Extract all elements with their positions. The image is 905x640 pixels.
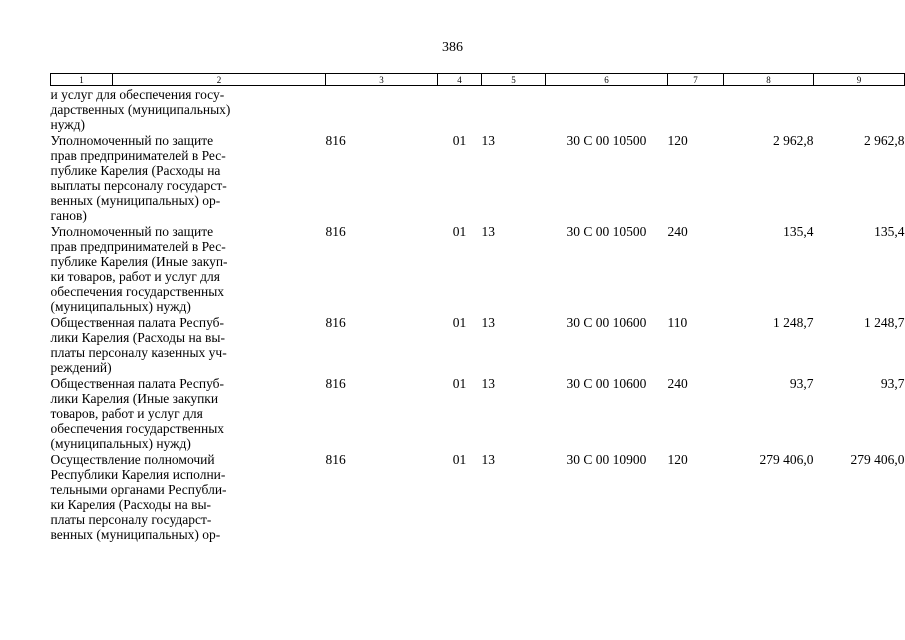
admin-code: 816 bbox=[325, 376, 346, 391]
name-line: Уполномоченный по защите bbox=[50, 133, 214, 148]
name-line: венных (муниципальных) ор- bbox=[50, 193, 221, 208]
name-line: лики Карелия (Расходы на вы- bbox=[50, 330, 225, 345]
name-line: венных (муниципальных) ор- bbox=[50, 527, 221, 542]
name-line: ганов) bbox=[50, 208, 87, 223]
amount-value-2: 135,4 bbox=[874, 224, 905, 239]
name-line: обеспечения государственных bbox=[50, 284, 225, 299]
name-line: тельными органами Республи- bbox=[50, 482, 227, 497]
amount-value-2: 279 406,0 bbox=[850, 452, 905, 467]
name-line: нужд) bbox=[50, 117, 85, 132]
amount-value-1: 93,7 bbox=[789, 376, 814, 391]
continuation-text bbox=[51, 86, 326, 133]
expense-type-code: 110 bbox=[667, 315, 688, 330]
name-line: реждений) bbox=[50, 360, 112, 375]
name-line: Общественная палата Респуб- bbox=[50, 376, 225, 391]
name-line: публике Карелия (Иные закуп- bbox=[50, 254, 228, 269]
target-article-code: 30 С 00 10600 bbox=[566, 376, 647, 391]
column-header-2: 2 bbox=[113, 74, 326, 86]
section-code: 01 bbox=[452, 315, 467, 330]
column-header-8: 8 bbox=[724, 74, 814, 86]
column-header-7: 7 bbox=[668, 74, 724, 86]
expense-name bbox=[51, 223, 326, 314]
name-line: (муниципальных) нужд) bbox=[50, 436, 191, 451]
table-row bbox=[51, 132, 905, 223]
amount-value-2: 93,7 bbox=[880, 376, 905, 391]
amount-value-2: 2 962,8 bbox=[864, 133, 905, 148]
amount-value-1: 2 962,8 bbox=[773, 133, 814, 148]
page-number: 386 bbox=[442, 40, 463, 55]
subsection-code: 13 bbox=[481, 376, 495, 391]
admin-code: 816 bbox=[325, 224, 346, 239]
section-code: 01 bbox=[452, 133, 467, 148]
name-line: Общественная палата Респуб- bbox=[50, 315, 225, 330]
table-row bbox=[51, 375, 905, 451]
table-row bbox=[51, 223, 905, 314]
admin-code: 816 bbox=[325, 452, 346, 467]
section-code: 01 bbox=[452, 224, 467, 239]
expense-name bbox=[51, 132, 326, 223]
name-line: прав предпринимателей в Рес- bbox=[50, 239, 226, 254]
table-row bbox=[51, 314, 905, 375]
name-line: платы персоналу государст- bbox=[50, 512, 212, 527]
name-line: ки товаров, работ и услуг для bbox=[50, 269, 220, 284]
section-code: 01 bbox=[452, 376, 467, 391]
table-row bbox=[51, 451, 905, 542]
amount-value-1: 1 248,7 bbox=[773, 315, 814, 330]
column-header-5: 5 bbox=[482, 74, 546, 86]
amount-value-2: 1 248,7 bbox=[864, 315, 905, 330]
name-line: товаров, работ и услуг для bbox=[50, 406, 203, 421]
name-line: прав предпринимателей в Рес- bbox=[50, 148, 226, 163]
subsection-code: 13 bbox=[481, 452, 495, 467]
name-line: (муниципальных) нужд) bbox=[50, 299, 191, 314]
name-line: лики Карелия (Иные закупки bbox=[50, 391, 219, 406]
amount-value-1: 135,4 bbox=[783, 224, 814, 239]
target-article-code: 30 С 00 10500 bbox=[566, 224, 647, 239]
name-line: Осуществление полномочий bbox=[50, 452, 215, 467]
subsection-code: 13 bbox=[481, 315, 495, 330]
target-article-code: 30 С 00 10900 bbox=[566, 452, 647, 467]
name-line: ки Карелия (Расходы на вы- bbox=[50, 497, 212, 512]
expense-type-code: 240 bbox=[667, 224, 688, 239]
expense-name bbox=[51, 375, 326, 451]
column-number-row bbox=[51, 74, 905, 86]
name-line: дарственных (муниципальных) bbox=[50, 102, 231, 117]
column-header-6: 6 bbox=[546, 74, 668, 86]
name-line: Уполномоченный по защите bbox=[50, 224, 214, 239]
admin-code: 816 bbox=[325, 133, 346, 148]
name-line: обеспечения государственных bbox=[50, 421, 225, 436]
target-article-code: 30 С 00 10500 bbox=[566, 133, 647, 148]
amount-value-1: 279 406,0 bbox=[759, 452, 814, 467]
expense-type-code: 120 bbox=[667, 133, 688, 148]
name-line: платы персоналу казенных уч- bbox=[50, 345, 227, 360]
column-header-1: 1 bbox=[51, 74, 113, 86]
name-line: и услуг для обеспечения госу- bbox=[50, 87, 225, 102]
section-code: 01 bbox=[452, 452, 467, 467]
name-line: Республики Карелия исполни- bbox=[50, 467, 226, 482]
target-article-code: 30 С 00 10600 bbox=[566, 315, 647, 330]
expense-type-code: 240 bbox=[667, 376, 688, 391]
subsection-code: 13 bbox=[481, 133, 495, 148]
expense-type-code: 120 bbox=[667, 452, 688, 467]
budget-table bbox=[50, 73, 905, 542]
column-header-9: 9 bbox=[814, 74, 905, 86]
expense-name bbox=[51, 314, 326, 375]
subsection-code: 13 bbox=[481, 224, 495, 239]
name-line: выплаты персоналу государст- bbox=[50, 178, 227, 193]
column-header-3: 3 bbox=[326, 74, 438, 86]
admin-code: 816 bbox=[325, 315, 346, 330]
column-header-4: 4 bbox=[438, 74, 482, 86]
name-line: публике Карелия (Расходы на bbox=[50, 163, 221, 178]
expense-name bbox=[51, 451, 326, 542]
continuation-row bbox=[51, 86, 905, 133]
